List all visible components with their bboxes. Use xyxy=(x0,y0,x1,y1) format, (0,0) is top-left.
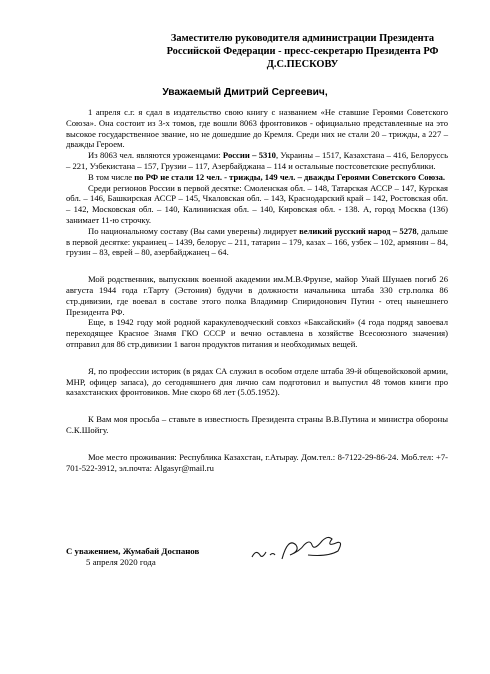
addressee-line-2: Российской Федерации - пресс-секретарю Президента РФ xyxy=(166,46,439,57)
paragraph-2 xyxy=(66,150,448,172)
paragraph-8: Я, по профессии историк (в рядах СА служил в особом отделе штаба 39-й общевойсковой армии, МНР, офицер запаса), до сегодняшнего дня лично сам подготовил и выпустил 48 томов книги про казахстанских фронтовиков. Мне скоро 68 лет (5.05.1952). xyxy=(66,365,448,398)
paragraph-2-text-a: Из 8063 чел. являются уроженцами: xyxy=(88,150,223,161)
paragraph-9: К Вам моя просьба – ставьте в известность Президента страны В.В.Путина и министра обороны С.К.Шойгу. xyxy=(66,414,448,435)
greeting: Уважаемый Дмитрий Сергеевич, xyxy=(162,87,328,98)
letter-body xyxy=(66,107,448,473)
paragraph-5-text-a: По национальному составу (Вы сами уверены) лидирует xyxy=(88,225,300,236)
paragraph-6: Мой родственник, выпускник военной академии им.М.В.Фрунзе, майор Унай Шунаев погиб 26 августа 1944 года г.Тарту (Эстония) будучи в должности начальника штаба 330 стр.полка 86 стр.дивизии, где воевал в составе этого полка Владимир Спиридонович Путин - отец нынешнего Президента РФ. xyxy=(66,274,448,317)
paragraph-5 xyxy=(66,226,448,258)
spacer xyxy=(66,258,448,274)
paragraph-5-bold: великий русский народ – 5278 xyxy=(299,225,417,236)
paragraph-2-text-c: , Украины – 1517, Казахстана – 416, Белоруссь – 221, Узбекистана – 157, Грузии – 117, Азербайджана – 114 и остальные постсоветские республики. xyxy=(66,150,448,171)
paragraph-2-bold: России – 5310 xyxy=(222,150,276,161)
handwritten-signature xyxy=(248,533,348,569)
paragraph-10: Мое место проживания: Республика Казахстан, г.Атырау. Дом.тел.: 8-7122-29-86-24. Моб.тел: +7-701-522-3912, эл.почта: Algasyr@mail.ru xyxy=(66,451,448,473)
spacer xyxy=(66,398,448,414)
paragraph-3-bold: по РФ не стали 12 чел. - трижды, 149 чел. – дважды Героями Советского Союза. xyxy=(134,171,446,182)
paragraph-3-text-a: В том числе xyxy=(88,171,135,182)
paragraph-4: Среди регионов России в первой десятке: Смоленская обл. – 148, Татарская АССР – 147, Курская обл. – 146, Башкирская АССР – 145, Чкаловская обл. – 143, Краснодарский край – 142, Ростовская обл. – 142, Московская обл. – 140, Калининская обл. – 140, Кировская обл. - 138. А, город Москва (136) занимает 11-ю строчку. xyxy=(66,182,448,225)
paragraph-3 xyxy=(66,172,448,183)
paragraph-1: 1 апреля с.г. я сдал в издательство свою книгу с названием «Не ставшие Героями Советского Союза». Она состоит из 3-х томов, где вошли 8063 фронтовиков - официально представленные на это высокое государственное звание, но не дошедшие до Кремля. Среди них не стали 20 – трижды, а 227 – дважды Героем. xyxy=(66,107,448,150)
spacer xyxy=(66,436,448,452)
addressee-block xyxy=(150,32,455,71)
closing-line: С уважением, Жумабай Доспанов xyxy=(66,546,200,556)
letter-date: 5 апреля 2020 года xyxy=(86,557,156,567)
paragraph-7: Еще, в 1942 году мой родной каракулеводческий совхоз «Баксайский» (4 года подряд завоевал переходящее Красное Знамя ГКО СССР и вечно оставлена в хозяйстве Всесоюзного значения) отправил для 86 стр.дивизии 1 вагон продуктов питания и необходимых вещей. xyxy=(66,317,448,349)
spacer xyxy=(66,350,448,366)
addressee-line-1: Заместителю руководителя администрации Президента xyxy=(170,33,435,44)
addressee-line-3: Д.С.ПЕСКОВУ xyxy=(266,59,339,70)
signoff-block xyxy=(66,546,199,568)
paragraph-5-text-c: , дальше в первой десятке: украинец – 1439, белорус – 211, татарин – 179, казах – 166, узбек – 102, армянин – 84, грузин – 83, еврей – 80, азербайджанец – 64. xyxy=(66,225,449,258)
